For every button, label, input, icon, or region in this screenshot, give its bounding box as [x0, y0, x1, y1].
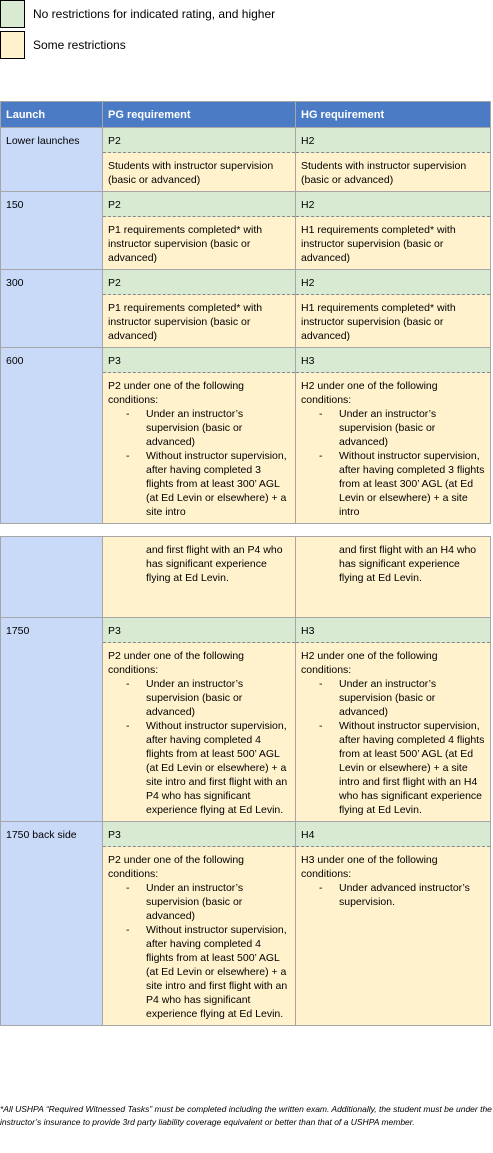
pg-rating: P3	[103, 822, 296, 847]
pg-condition-continued: and first flight with an P4 who has significant experience flying at Ed Levin.	[146, 544, 283, 584]
pg-detail	[103, 373, 296, 524]
pg-conditions-intro: P2 under one of the following conditions:	[108, 650, 245, 676]
table-row	[1, 348, 491, 373]
table-row	[1, 192, 491, 217]
pg-conditions-list	[108, 543, 290, 585]
hg-condition-item: - Under an instructor’s supervision (basic or advanced)	[339, 677, 485, 719]
requirements-table-continued	[0, 536, 491, 1026]
header-hg: HG requirement	[296, 102, 491, 128]
pg-conditions-list	[108, 677, 290, 817]
hg-detail-continued	[296, 537, 491, 618]
hg-condition-item: - Without instructor supervision, after having completed 4 flights from at least 500’ AGL (at Ed Levin or elsewhere) + a site intro and first flight with an H4 who has significant experience flying at Ed Levin.	[339, 719, 485, 817]
legend-swatch-yellow	[0, 31, 25, 59]
requirements-table	[0, 101, 491, 524]
pg-condition-item: - Without instructor supervision, after having completed 3 flights from at least 300’ AGL (at Ed Levin or elsewhere) + a site intro	[146, 449, 290, 519]
header-launch: Launch	[1, 102, 103, 128]
table-row-continued	[1, 537, 491, 618]
table-row	[1, 128, 491, 153]
pg-rating: P2	[103, 270, 296, 295]
pg-condition-item: - Without instructor supervision, after having completed 4 flights from at least 500’ AGL (at Ed Levin or elsewhere) + a site intro and first flight with an P4 who has significant experience flying at Ed Levin.	[146, 719, 290, 817]
pg-conditions-intro: P2 under one of the following conditions:	[108, 380, 245, 406]
hg-rating: H2	[296, 128, 491, 153]
hg-detail: Students with instructor supervision (basic or advanced)	[296, 153, 491, 192]
launch-name: 600	[1, 348, 103, 524]
hg-rating: H3	[296, 348, 491, 373]
launch-name: Lower launches	[1, 128, 103, 192]
pg-detail	[103, 643, 296, 822]
hg-rating: H4	[296, 822, 491, 847]
pg-conditions-intro: P2 under one of the following conditions:	[108, 854, 245, 880]
legend-item-no-restrictions	[0, 0, 275, 28]
hg-conditions-list	[301, 543, 485, 585]
pg-conditions-list	[108, 881, 290, 1021]
hg-detail	[296, 643, 491, 822]
legend-label: Some restrictions	[33, 38, 126, 52]
pg-detail: Students with instructor supervision (basic or advanced)	[103, 153, 296, 192]
table-header-row	[1, 102, 491, 128]
table-row	[1, 618, 491, 643]
footnote: *All USHPA “Required Witnessed Tasks” must be completed including the written exam. Additionally, the student must be under the instructor’s insurance to provide 3rd party liability coverage equivalent or better than that of a USHPA member.	[0, 1104, 492, 1127]
legend-label: No restrictions for indicated rating, and higher	[33, 7, 276, 21]
header-pg: PG requirement	[103, 102, 296, 128]
pg-condition-item: - Under an instructor’s supervision (basic or advanced)	[146, 407, 290, 449]
pg-conditions-list	[108, 407, 290, 519]
launch-continued-cell	[1, 537, 103, 618]
launch-name: 150	[1, 192, 103, 270]
hg-conditions-intro: H3 under one of the following conditions:	[301, 854, 438, 880]
pg-rating: P2	[103, 192, 296, 217]
hg-conditions-intro: H2 under one of the following conditions:	[301, 380, 438, 406]
hg-condition-item: - Under an instructor’s supervision (basic or advanced)	[339, 407, 485, 449]
pg-rating: P3	[103, 618, 296, 643]
table-row	[1, 822, 491, 847]
pg-condition-item: - Under an instructor’s supervision (basic or advanced)	[146, 677, 290, 719]
hg-condition-continued: and first flight with an H4 who has significant experience flying at Ed Levin.	[339, 544, 477, 584]
pg-detail	[103, 847, 296, 1026]
hg-detail	[296, 847, 491, 1026]
launch-name: 1750	[1, 618, 103, 822]
pg-rating: P3	[103, 348, 296, 373]
hg-detail: H1 requirements completed* with instructor supervision (basic or advanced)	[296, 295, 491, 348]
pg-condition-item: - Under an instructor’s supervision (basic or advanced)	[146, 881, 290, 923]
legend-swatch-green	[0, 0, 25, 28]
pg-condition-item: - Without instructor supervision, after having completed 4 flights from at least 500’ AGL (at Ed Levin or elsewhere) + a site intro and first flight with an P4 who has significant experience flying at Ed Levin.	[146, 923, 290, 1021]
hg-condition-item: - Without instructor supervision, after having completed 3 flights from at least 300’ AGL (at Ed Levin or elsewhere) + a site intro	[339, 449, 485, 519]
hg-conditions-list	[301, 407, 485, 519]
pg-detail-continued	[103, 537, 296, 618]
hg-condition-item: - Under advanced instructor’s supervision.	[339, 881, 485, 909]
launch-name: 1750 back side	[1, 822, 103, 1026]
hg-detail: H1 requirements completed* with instructor supervision (basic or advanced)	[296, 217, 491, 270]
hg-conditions-list	[301, 677, 485, 817]
hg-rating: H2	[296, 270, 491, 295]
pg-detail: P1 requirements completed* with instructor supervision (basic or advanced)	[103, 217, 296, 270]
launch-name: 300	[1, 270, 103, 348]
table-row	[1, 270, 491, 295]
pg-detail: P1 requirements completed* with instructor supervision (basic or advanced)	[103, 295, 296, 348]
pg-rating: P2	[103, 128, 296, 153]
legend-item-some-restrictions	[0, 31, 126, 59]
hg-conditions-list	[301, 881, 485, 909]
hg-detail	[296, 373, 491, 524]
hg-rating: H2	[296, 192, 491, 217]
hg-conditions-intro: H2 under one of the following conditions:	[301, 650, 438, 676]
hg-rating: H3	[296, 618, 491, 643]
